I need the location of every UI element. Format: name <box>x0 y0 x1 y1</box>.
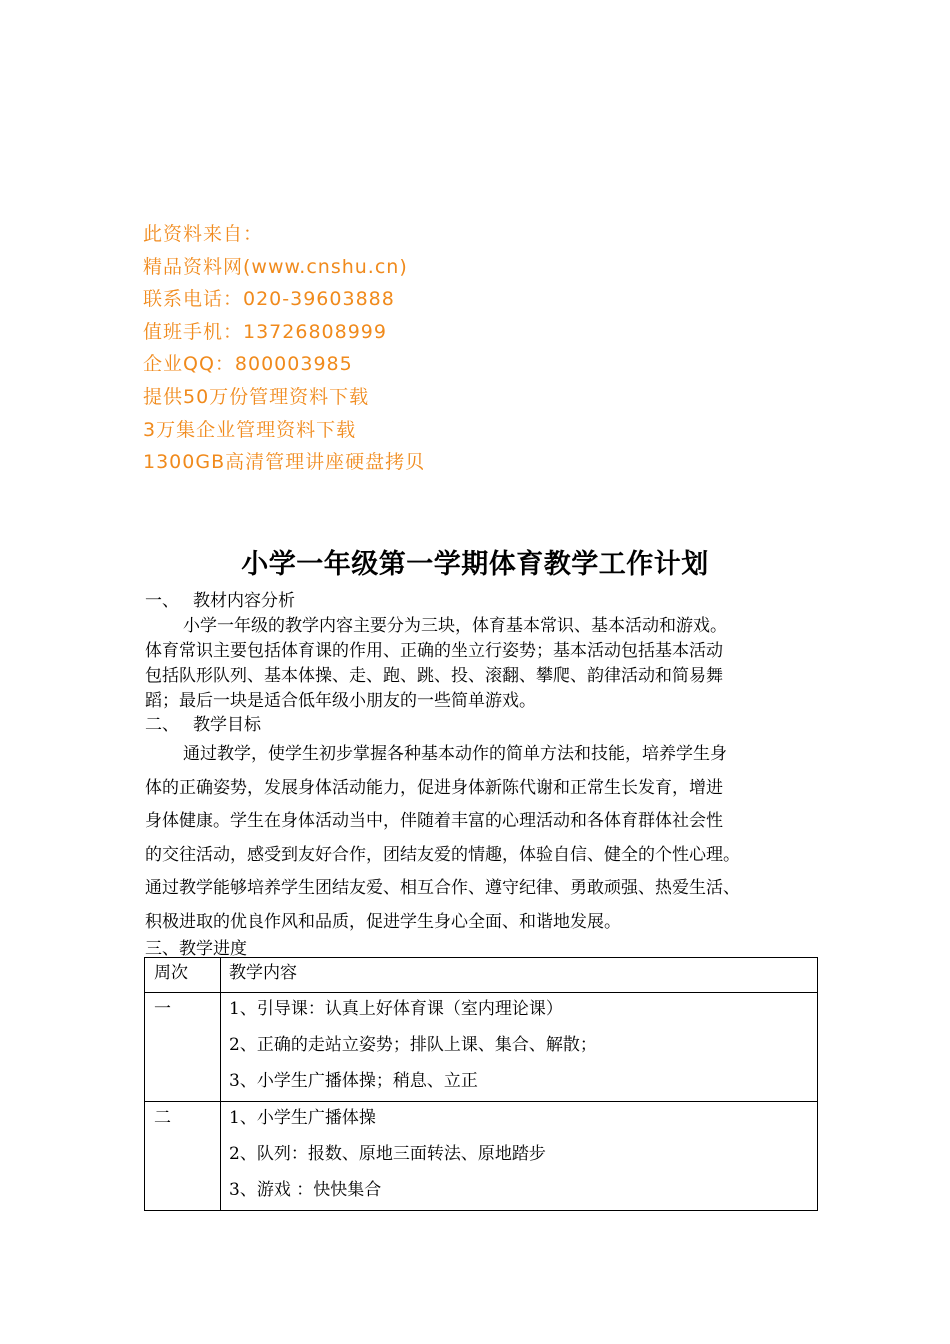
content-cell <box>221 993 818 1102</box>
header-content: 教学内容 <box>221 958 818 993</box>
promo-line-mobile: 值班手机：13726808999 <box>143 320 387 343</box>
promo-line-offer-3: 1300GB高清管理讲座硬盘拷贝 <box>143 451 426 474</box>
week-cell <box>145 993 221 1102</box>
section-number: 二、 <box>145 715 179 735</box>
content-cell <box>221 1102 818 1211</box>
paragraph-line: 体育常识主要包括体育课的作用、正确的坐立行姿势；基本活动包括基本活动 <box>145 641 723 661</box>
content-item: 1、小学生广播体操 <box>229 1108 376 1128</box>
paragraph-line: 的交往活动，感受到友好合作，团结友爱的情趣，体验自信、健全的个性心理。 <box>145 844 740 865</box>
paragraph-line: 蹈；最后一块是适合低年级小朋友的一些简单游戏。 <box>145 691 536 711</box>
promo-line-website: 精品资料网(www.cnshu.cn) <box>143 255 408 278</box>
content-item: 2、队列：报数、原地三面转法、原地踏步 <box>229 1144 546 1164</box>
section-heading-text: 教学目标 <box>193 715 261 735</box>
week-label: 一 <box>154 999 171 1019</box>
paragraph-line: 通过教学，使学生初步掌握各种基本动作的简单方法和技能，培养学生身 <box>183 744 727 764</box>
content-item: 3、游戏 ：快快集合 <box>229 1180 382 1200</box>
table-row <box>145 993 818 1102</box>
promo-line-phone: 联系电话：020-39603888 <box>143 288 395 311</box>
promo-line-offer-2: 3万集企业管理资料下载 <box>143 418 357 441</box>
promo-block <box>143 218 425 479</box>
content-item: 3、小学生广播体操；稍息、立正 <box>229 1071 478 1091</box>
paragraph-line: 通过教学能够培养学生团结友爱、相互合作、遵守纪律、勇敢顽强、热爱生活、 <box>145 878 740 899</box>
teaching-schedule-table <box>144 957 818 1211</box>
paragraph-line: 身体健康。学生在身体活动当中，伴随着丰富的心理活动和各体育群体社会性 <box>145 811 723 832</box>
week-cell <box>145 1102 221 1211</box>
paragraph-line: 包括队形队列、基本体操、走、跑、跳、投、滚翻、攀爬、韵律活动和简易舞 <box>145 666 723 686</box>
content-item: 1、引导课：认真上好体育课（室内理论课） <box>229 999 563 1019</box>
paragraph-line: 积极进取的优良作风和品质，促进学生身心全面、和谐地发展。 <box>145 911 621 932</box>
section-progress-heading: 三、教学进度 <box>145 939 247 959</box>
section-number: 一、 <box>145 591 179 611</box>
promo-line-source: 此资料来自： <box>143 223 264 245</box>
section-materials <box>145 589 810 714</box>
document-title: 小学一年级第一学期体育教学工作计划 <box>241 549 709 580</box>
content-item: 2、正确的走站立姿势；排队上课、集合、解散； <box>229 1035 597 1055</box>
section-goals <box>145 713 810 940</box>
section-heading-text: 教材内容分析 <box>193 591 295 611</box>
table-header-row <box>145 958 818 993</box>
promo-line-qq: 企业QQ：800003985 <box>143 353 353 376</box>
promo-line-offer-1: 提供50万份管理资料下载 <box>143 385 370 408</box>
section-heading <box>145 589 810 614</box>
week-label: 二 <box>154 1108 171 1128</box>
paragraph-line: 体的正确姿势，发展身体活动能力，促进身体新陈代谢和正常生长发育，增进 <box>145 777 723 798</box>
table-row <box>145 1102 818 1211</box>
paragraph-line: 小学一年级的教学内容主要分为三块，体育基本常识、基本活动和游戏。 <box>183 616 727 636</box>
section-heading <box>145 713 810 738</box>
goals-paragraph <box>145 738 810 940</box>
header-week: 周次 <box>145 958 221 993</box>
